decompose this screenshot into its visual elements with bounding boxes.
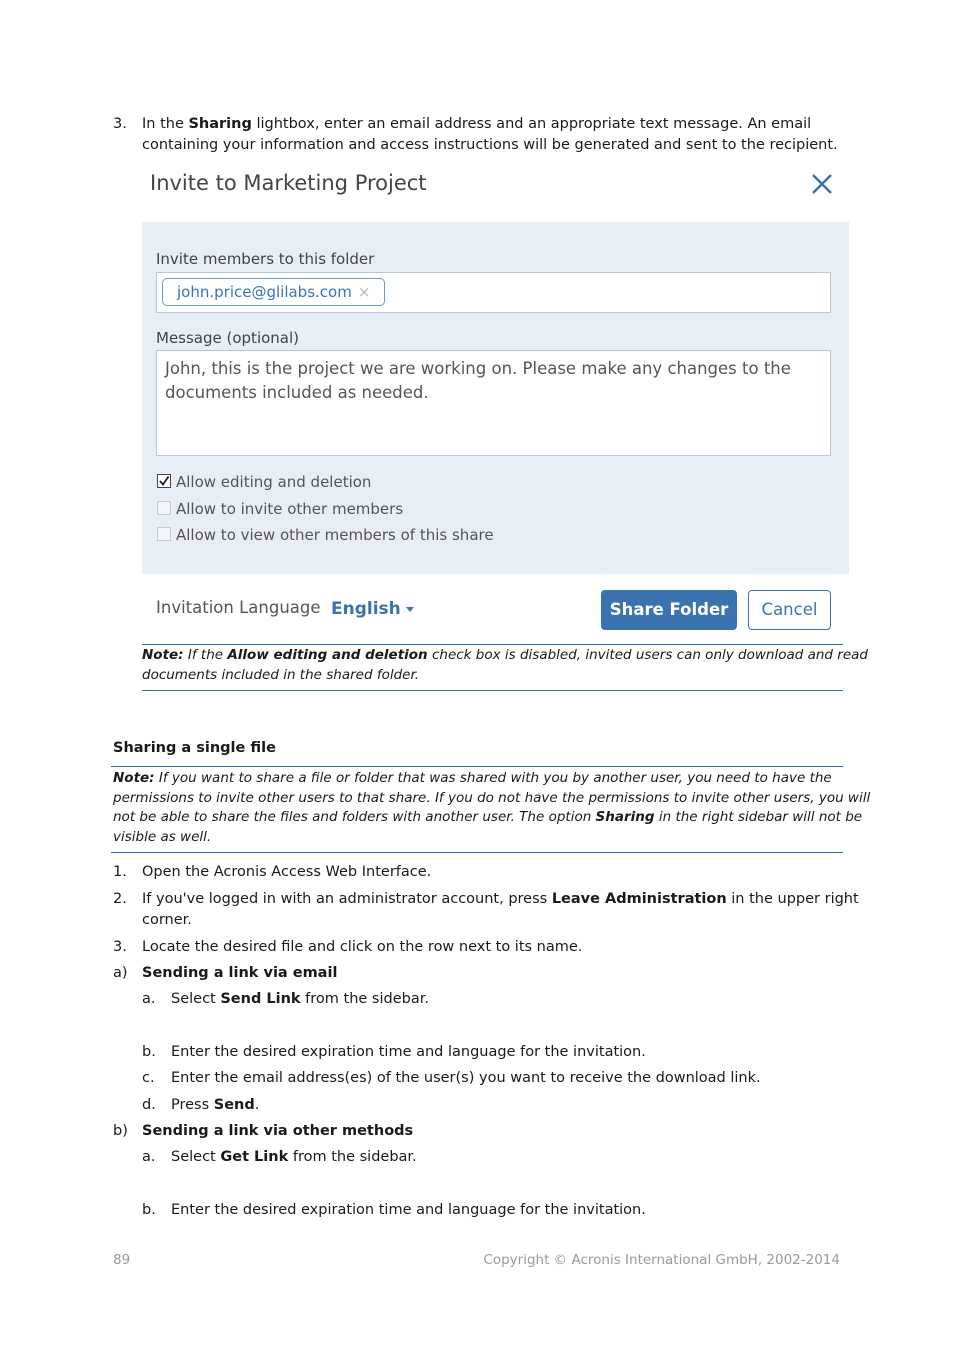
list-number: 1. — [113, 864, 127, 880]
list-number: d. — [142, 1097, 156, 1113]
dialog-panel — [142, 222, 849, 574]
language-label: Invitation Language — [156, 598, 321, 617]
list-number: 3. — [113, 116, 127, 132]
message-text: John, this is the project we are working on. Please make any changes to the documents included as needed. — [165, 359, 791, 402]
list-item: Select Send Link from the sidebar. — [171, 991, 429, 1007]
remove-tag-icon[interactable]: × — [357, 283, 371, 301]
list-item-continued: corner. — [142, 912, 192, 928]
list-number: c. — [142, 1070, 155, 1086]
caret-down-icon — [406, 607, 414, 612]
invite-input[interactable] — [156, 272, 831, 313]
list-item: Select Get Link from the sidebar. — [171, 1149, 417, 1165]
note-rule-bottom — [111, 852, 843, 853]
list-number: 3. — [113, 939, 127, 955]
subsection-title: Sending a link via email — [142, 965, 338, 981]
list-item: Enter the desired expiration time and language for the invitation. — [171, 1044, 646, 1060]
list-item: Open the Acronis Access Web Interface. — [142, 864, 432, 880]
list-number: a) — [113, 965, 128, 981]
section-heading: Sharing a single file — [113, 740, 276, 756]
page-number: 89 — [113, 1252, 131, 1268]
email-tag[interactable]: john.price@glilabs.com × — [162, 278, 385, 306]
checkbox-label: Allow to view other members of this share — [176, 526, 494, 544]
list-item: If you've logged in with an administrator account, press Leave Administration in the upper right — [142, 891, 859, 907]
checkbox-allow-view-members[interactable] — [157, 527, 171, 541]
list-number: b) — [113, 1123, 128, 1139]
cancel-button[interactable]: Cancel — [748, 590, 831, 630]
language-dropdown[interactable]: English — [331, 599, 414, 619]
checkbox-allow-editing[interactable] — [157, 474, 171, 488]
list-item: Locate the desired file and click on the row next to its name. — [142, 939, 583, 955]
copyright: Copyright © Acronis International GmbH, 2002-2014 — [483, 1252, 840, 1268]
list-number: b. — [142, 1044, 156, 1060]
checkbox-label: Allow to invite other members — [176, 500, 404, 518]
list-number: b. — [142, 1202, 156, 1218]
list-number: a. — [142, 1149, 156, 1165]
list-item: Enter the email address(es) of the user(s) you want to receive the download link. — [171, 1070, 761, 1086]
share-folder-button[interactable]: Share Folder — [601, 590, 737, 630]
list-number: 2. — [113, 891, 127, 907]
checkbox-label: Allow editing and deletion — [176, 473, 372, 491]
list-item: Enter the desired expiration time and language for the invitation. — [171, 1202, 646, 1218]
subsection-title: Sending a link via other methods — [142, 1123, 414, 1139]
dialog-title: Invite to Marketing Project — [150, 171, 427, 195]
invite-label: Invite members to this folder — [156, 250, 375, 268]
list-item: Press Send. — [171, 1097, 260, 1113]
note-editing: Note: If the Allow editing and deletion check box is disabled, invited users can only download and read documents included in the shared folder. — [142, 647, 868, 683]
close-icon[interactable] — [808, 170, 836, 198]
note-rule-top — [111, 766, 843, 767]
list-number: a. — [142, 991, 156, 1007]
note-rule-bottom — [142, 690, 843, 691]
message-label: Message (optional) — [156, 329, 300, 347]
checkbox-allow-invite[interactable] — [157, 501, 171, 515]
message-textarea[interactable] — [156, 350, 831, 456]
step3-line1: In the Sharing lightbox, enter an email address and an appropriate text message. An email — [142, 116, 812, 132]
step3-line2: containing your information and access instructions will be generated and sent to the recipient. — [142, 137, 838, 153]
note-rule-top — [142, 644, 843, 645]
note-permissions: Note: If you want to share a file or folder that was shared with you by another user, you need to have the permissions to invite other users to that share. If you do not have the permissions to invite other users, you will not be able to share the files and folders with another user. The option Sharing in the right sidebar will not be visible as well. — [113, 770, 871, 845]
